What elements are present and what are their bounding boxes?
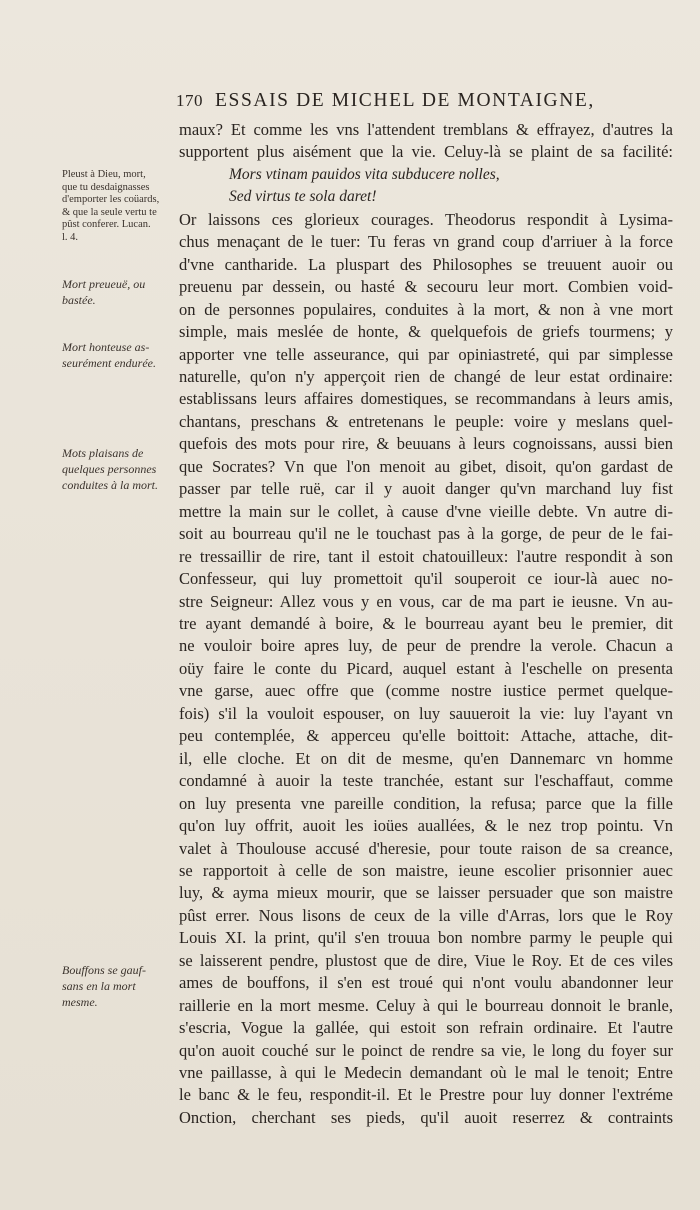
running-header (176, 90, 646, 112)
text-line: mettre la main sur le collet, à cause d'vne vieille debte. Vn autre di- (179, 501, 673, 521)
margin-note-line: mesme. (62, 995, 98, 1009)
text-line: ames de bouffons, il s'en est troué qui n'ont voulu abandonner leur (179, 973, 673, 993)
text-line: fois) s'il la vouloit espouser, on luy sauueroit la vie: luy l'ayant vn (179, 703, 673, 723)
text-line: chantans, preschans & entretenans le peuple: voire y meslans quel- (179, 411, 673, 431)
text-line: tre ayant demandé à boire, & le bourreau ayant beu le premier, dit (179, 613, 673, 633)
text-line: le banc & le feu, respondit-il. Et le Prestre pour luy donner l'extréme (179, 1085, 673, 1105)
text-line: il, elle cloche. Et on dit de mesme, qu'en Dannemarc vn homme (179, 748, 673, 768)
text-line: stre Seigneur: Allez vous y en vous, car de ma part ie ieusne. Vn au- (179, 591, 673, 611)
text-line: Louis XI. la print, qu'il s'en trouua bon nombre parmy le peuple qui (179, 928, 673, 948)
margin-note-line: conduites à la mort. (62, 478, 158, 492)
margin-note-line: Mots plaisans de (62, 446, 144, 460)
text-line: re tressaillir de rire, tant il estoit chatouilleux: l'autre respondit à son (179, 546, 673, 566)
page-number: 170 (176, 91, 203, 110)
margin-note-line: & que la seule vertu te (62, 206, 157, 218)
text-line: luy, & ayma mieux mourir, que se laisser persuader que son maistre (179, 883, 673, 903)
verse-line: Sed virtus te sola daret! (229, 188, 377, 206)
text-line: se rapportoit à celle de son maistre, ieune escolier prisonnier auec (179, 860, 673, 880)
text-line: valet à Thoulouse accusé d'heresie, pour toute raison de sa creance, (179, 838, 673, 858)
margin-note-line: que tu desdaignasses (62, 181, 150, 193)
text-line: vne garse, auec offre que (comme nostre iustice permet quelque- (179, 681, 673, 701)
text-line: on de personnes populaires, conduites à la mort, & non à vne mort (179, 299, 673, 319)
margin-note-line: Mort honteuse as- (62, 340, 150, 354)
text-line: condamné à auoir la teste tranchée, estant sur l'eschaffaut, comme (179, 771, 673, 791)
margin-note-lucan (62, 169, 180, 244)
text-line: que Socrates? Vn que l'on menoit au gibet, disoit, qu'on gardast de (179, 456, 673, 476)
text-line: maux? Et comme les vns l'attendent tremblans & effrayez, d'autres la (179, 120, 673, 139)
text-line: ne vouloir boire apres luy, de peur de prendre la verole. Chacun a (179, 636, 673, 656)
text-line: vne paillasse, à qui le Medecin demandant où le mal le tenoit; Entre (179, 1063, 673, 1083)
text-line: Onction, cherchant ses pieds, qu'il auoit reserrez & contraints (179, 1107, 673, 1127)
margin-note-line: Pleust à Dieu, mort, (62, 169, 146, 180)
text-line: quefois des mots pour rire, & beuuans à leurs cognoissans, aussi bien (179, 434, 673, 454)
text-line: qu'on luy offrit, auoit les ioües auallées, & le nez trop pointu. Vn (179, 816, 673, 836)
text-line: apporter vne telle asseurance, qui par opiniastreté, qui par simplesse (179, 344, 673, 364)
margin-note-bouffons (62, 962, 180, 1010)
margin-note-line: Mort preueuë, ou (62, 277, 146, 291)
text-line: d'vne cantharide. La pluspart des Philosophes se treuuent auoir ou (179, 254, 673, 274)
text-line: oüy faire le conte du Picard, auquel estant à l'eschelle on presenta (179, 658, 673, 678)
text-line: raillerie en la mort mesme. Celuy à qui le bourreau donnoit le branle, (179, 995, 673, 1015)
body-text (179, 119, 673, 1129)
margin-note-line: l. 4. (62, 231, 79, 243)
margin-note-mort-preuenue (62, 276, 180, 308)
text-line: on luy presenta vne pareille condition, la refusa; parce que la fille (179, 793, 673, 813)
margin-note-mots-plaisans (62, 445, 180, 493)
margin-note-mort-honteuse (62, 339, 180, 371)
text-line: passer par telle ruë, car il y auoit danger qu'vn marchand luy fist (179, 479, 673, 499)
margin-note-line: Bouffons se gauf- (62, 963, 146, 977)
running-title: ESSAIS DE MICHEL DE MONTAIGNE, (215, 90, 595, 111)
text-line: s'escria, Vogue la gallée, qui estoit son refrain ordinaire. Et l'autre (179, 1018, 673, 1038)
text-line: establissans leurs affaires domestiques, se recommandans à leurs amis, (179, 389, 673, 409)
margin-note-line: quelques personnes (62, 462, 157, 476)
text-line: soit au bourreau qu'il ne le touchast pas à la gorge, de peur de le fai- (179, 524, 673, 544)
text-line: qu'on auoit couché sur le poinct de rendre sa vie, le long du foyer sur (179, 1040, 673, 1060)
text-line: pûst errer. Nous lisons de ceux de la ville d'Arras, lors que le Roy (179, 905, 673, 925)
margin-note-line: pûst conferer. Lucan. (62, 219, 151, 230)
text-line: preuenu par dessein, ou hasté & secouru leur mort. Combien void- (179, 277, 673, 297)
text-line: se laisserent pendre, plustost que de dire, Viue le Roy. Et de ces viles (179, 950, 673, 970)
margin-note-line: seurément endurée. (62, 356, 156, 370)
margin-note-line: bastée. (62, 293, 96, 307)
margin-note-line: d'emporter les coüards, (62, 194, 160, 205)
text-line: Or laissons ces glorieux courages. Theodorus respondit à Lysima- (179, 209, 673, 229)
margin-note-line: sans en la mort (62, 979, 136, 993)
text-line: simple, mais meslée de honte, & quelquefois de griefs tourmens; y (179, 322, 673, 342)
text-line: supportent plus aisément que la vie. Celuy-là se plaint de sa facilité: (179, 142, 673, 162)
verse-line: Mors vtinam pauidos vita subducere nolles, (229, 165, 500, 183)
text-line: naturelle, qu'on n'y apperçoit rien de changé de leur estat ordinaire: (179, 366, 673, 386)
text-line: peu contemplée, & apperceu qu'elle boittoit: Attache, attache, dit- (179, 726, 673, 746)
text-line: Confesseur, qui luy promettoit qu'il souperoit ce iour-là auec no- (179, 569, 673, 589)
text-line: chus menaçant de le tuer: Tu feras vn grand coup d'arriuer à la force (179, 232, 673, 252)
